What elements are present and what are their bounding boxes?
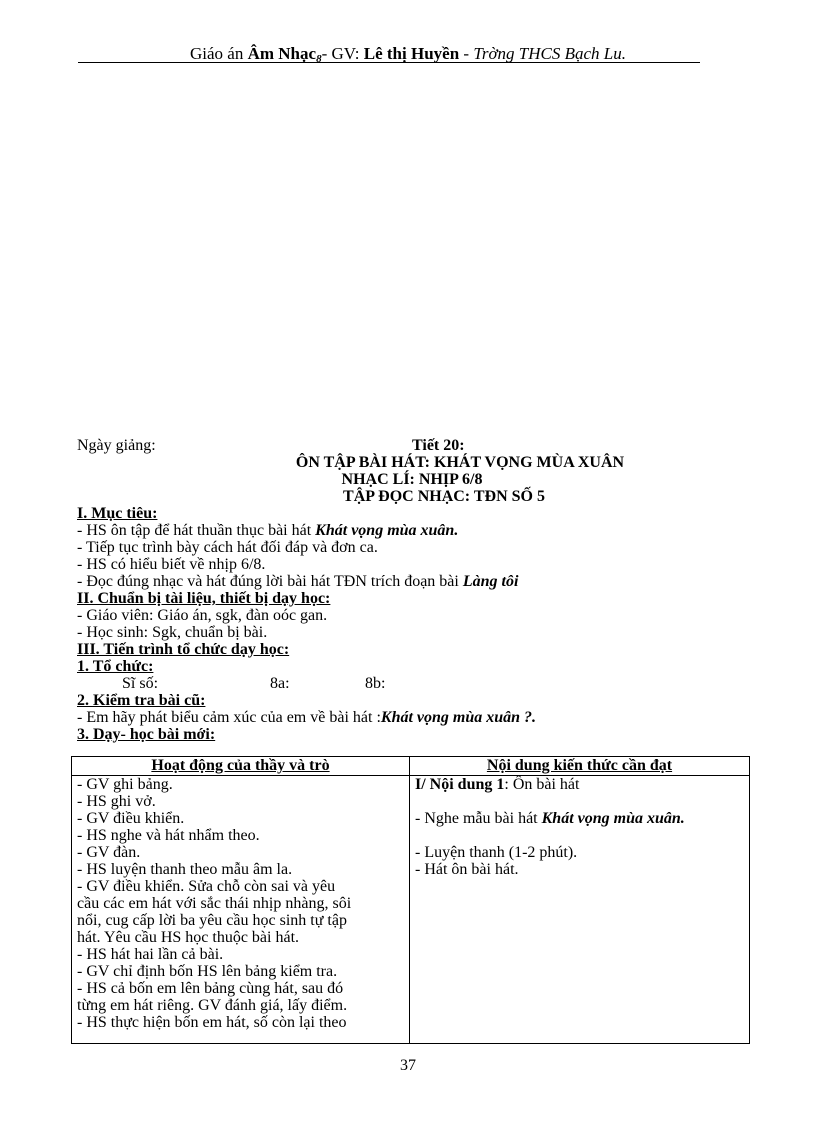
- table-header-row: [72, 757, 750, 776]
- activity-line: - HS hát hai lần cả bài.: [77, 946, 224, 963]
- activity-line: - HS cả bốn em lên bảng cùng hát, sau đó: [77, 980, 344, 997]
- activity-line: - GV điều khiển.: [77, 810, 185, 827]
- header-grade: 8: [316, 53, 322, 65]
- preparation-item: - Giáo viên: Giáo án, sgk, đàn oóc gan.: [77, 607, 328, 624]
- activity-line: - GV chỉ định bốn HS lên bảng kiểm tra.: [77, 963, 338, 980]
- header-prefix: Giáo án: [190, 44, 248, 63]
- objective-item: - HS có hiểu biết về nhịp 6/8.: [77, 556, 266, 573]
- header-school: - Trờng THCS Bạch Lu.: [459, 44, 626, 63]
- class-8a-label: 8a:: [270, 675, 290, 692]
- lesson-title-3: TẬP ĐỌC NHẠC: TĐN SỐ 5: [343, 488, 545, 505]
- section-2-heading: II. Chuẩn bị tài liệu, thiết bị dạy học:: [77, 590, 331, 607]
- date-label: Ngày giảng:: [77, 437, 156, 454]
- activity-line: nổi, cug cấp lời ba yêu cầu học sinh tự tập: [77, 912, 347, 929]
- header-rule: [78, 62, 700, 63]
- activity-line: hát. Yêu cầu HS học thuộc bài hát.: [77, 929, 300, 946]
- header-subject: Âm Nhạc: [247, 44, 317, 63]
- table-row: [72, 776, 750, 1044]
- section-3-heading: III. Tiến trình tổ chức dạy học:: [77, 641, 290, 658]
- objective-item: - Đọc đúng nhạc và hát đúng lời bài hát TĐN trích đoạn bài Làng tôi: [77, 573, 519, 590]
- content-cell: [410, 776, 750, 1044]
- attendance-label: Sĩ số:: [122, 675, 159, 692]
- activity-line: - HS nghe và hát nhẩm theo.: [77, 827, 260, 844]
- lesson-title-1: ÔN TẬP BÀI HÁT: KHÁT VỌNG MÙA XUÂN: [295, 454, 625, 471]
- activity-line: - HS ghi vở.: [77, 793, 156, 810]
- activity-line: - HS luyện thanh theo mẫu âm la.: [77, 861, 293, 878]
- subsection-check: 2. Kiểm tra bài cũ:: [77, 692, 206, 709]
- header-teacher: Lê thị Huyền: [363, 44, 460, 63]
- objective-item: - HS ôn tập để hát thuần thục bài hát Khát vọng mùa xuân.: [77, 522, 459, 539]
- col-header-activities: Hoạt động của thầy và trò: [72, 757, 410, 776]
- activity-line: cầu các em hát với sắc thái nhịp nhàng, sôi: [77, 895, 352, 912]
- activities-cell: [72, 776, 410, 1044]
- class-8b-label: 8b:: [365, 675, 386, 692]
- activity-table: [71, 756, 750, 1044]
- activity-line: - HS thực hiện bốn em hát, số còn lại theo: [77, 1014, 347, 1031]
- subsection-organize: 1. Tổ chức:: [77, 658, 154, 675]
- objective-item: - Tiếp tục trình bày cách hát đối đáp và đơn ca.: [77, 539, 378, 556]
- activity-line: - GV điều khiển. Sửa chỗ còn sai và yêu: [77, 878, 336, 895]
- activity-line: - GV ghi bảng.: [77, 776, 173, 793]
- header-gv-label: - GV:: [321, 44, 364, 63]
- content-heading: I/ Nội dung 1: Ôn bài hát: [415, 776, 580, 793]
- preparation-item: - Học sinh: Sgk, chuẩn bị bài.: [77, 624, 268, 641]
- col-header-content: Nội dung kiến thức cần đạt: [410, 757, 750, 776]
- content-line: - Hát ôn bài hát.: [415, 861, 519, 878]
- period-label: Tiết 20:: [412, 437, 465, 454]
- section-1-heading: I. Mục tiêu:: [77, 505, 158, 522]
- content-line: - Luyện thanh (1-2 phút).: [415, 844, 578, 861]
- subsection-new-lesson: 3. Dạy- học bài mới:: [77, 726, 216, 743]
- content-line: - Nghe mẫu bài hát Khát vọng mùa xuân.: [415, 810, 685, 827]
- activity-line: từng em hát riêng. GV đánh giá, lấy điểm.: [77, 997, 348, 1014]
- lesson-title-2: NHẠC LÍ: NHỊP 6/8: [341, 471, 483, 488]
- check-question: - Em hãy phát biểu cảm xúc của em về bài hát :Khát vọng mùa xuân ?.: [77, 709, 537, 726]
- activity-line: - GV đàn.: [77, 844, 141, 861]
- page-number: 37: [400, 1057, 416, 1074]
